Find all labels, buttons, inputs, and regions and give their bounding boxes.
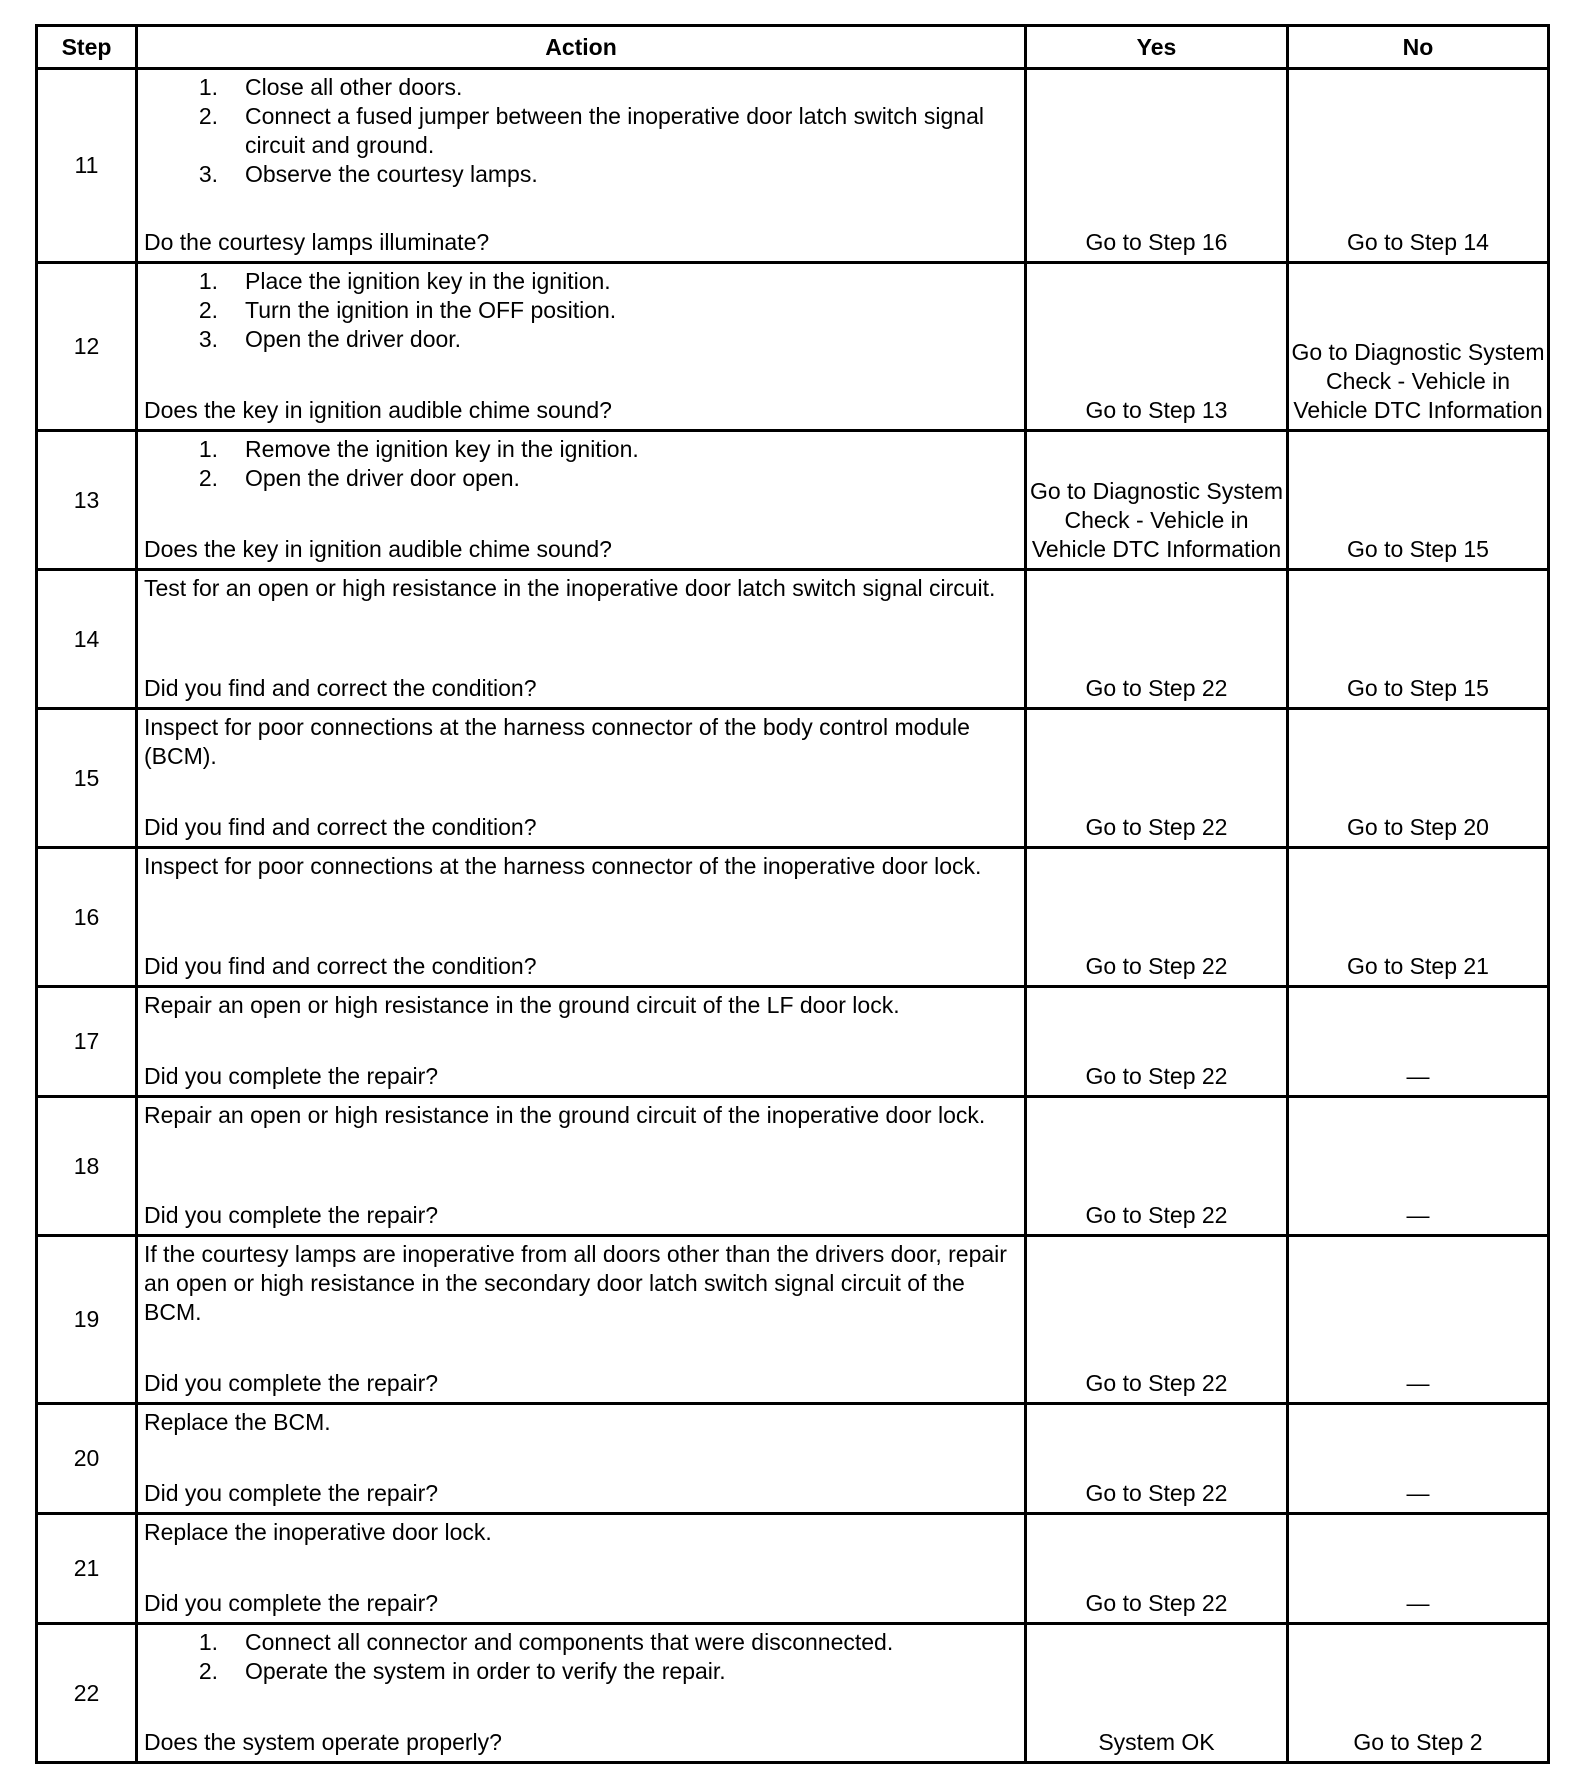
table-row — [37, 1514, 1549, 1624]
no-result: Go to Step 15 — [1288, 431, 1549, 570]
no-result: — — [1288, 1404, 1549, 1514]
no-result: — — [1288, 1514, 1549, 1624]
action-step-item — [144, 435, 1018, 464]
action-cell — [137, 263, 1026, 431]
action-description: Repair an open or high resistance in the ground circuit of the LF door lock. — [144, 992, 900, 1018]
action-step-item — [144, 267, 1018, 296]
action-step-text: Place the ignition key in the ignition. — [245, 268, 611, 294]
action-cell — [137, 69, 1026, 263]
table-row — [37, 1236, 1549, 1404]
action-step-item — [144, 296, 1018, 325]
yes-result: Go to Step 22 — [1026, 1404, 1288, 1514]
action-cell — [137, 987, 1026, 1097]
action-step-item — [144, 464, 1018, 493]
no-result: Go to Step 20 — [1288, 709, 1549, 848]
action-cell — [137, 1404, 1026, 1514]
action-steps-list — [144, 267, 1018, 354]
no-result: — — [1288, 1097, 1549, 1236]
step-number: 17 — [37, 987, 137, 1097]
action-step-text: Observe the courtesy lamps. — [245, 161, 538, 187]
step-number: 16 — [37, 848, 137, 987]
header-action: Action — [137, 26, 1026, 69]
yes-result: Go to Diagnostic System Check - Vehicle in Vehicle DTC Information — [1026, 431, 1288, 570]
action-question: Did you find and correct the condition? — [144, 814, 537, 840]
action-description: Replace the BCM. — [144, 1409, 331, 1435]
action-step-text: Connect all connector and components that were disconnected. — [245, 1629, 894, 1655]
header-yes: Yes — [1026, 26, 1288, 69]
step-number: 19 — [37, 1236, 137, 1404]
yes-result: Go to Step 22 — [1026, 1097, 1288, 1236]
header-step: Step — [37, 26, 137, 69]
action-cell — [137, 1097, 1026, 1236]
no-result: Go to Diagnostic System Check - Vehicle in Vehicle DTC Information — [1288, 263, 1549, 431]
table-row — [37, 987, 1549, 1097]
yes-result: Go to Step 22 — [1026, 987, 1288, 1097]
yes-result: Go to Step 22 — [1026, 848, 1288, 987]
action-description: Replace the inoperative door lock. — [144, 1519, 492, 1545]
action-question: Did you find and correct the condition? — [144, 675, 537, 701]
action-step-number: 2. — [198, 465, 218, 491]
action-steps-list — [144, 435, 1018, 493]
action-step-number: 3. — [198, 326, 218, 352]
action-steps-list — [144, 73, 1018, 189]
yes-result: System OK — [1026, 1624, 1288, 1763]
action-step-number: 1. — [198, 74, 218, 100]
step-number: 11 — [37, 69, 137, 263]
step-number: 13 — [37, 431, 137, 570]
no-result: — — [1288, 1236, 1549, 1404]
action-step-text: Open the driver door. — [245, 326, 462, 352]
action-step-item — [144, 1628, 1018, 1657]
action-step-number: 1. — [198, 268, 218, 294]
no-result: Go to Step 2 — [1288, 1624, 1549, 1763]
header-row — [37, 26, 1549, 69]
action-cell — [137, 848, 1026, 987]
action-step-item — [144, 160, 1018, 189]
step-number: 15 — [37, 709, 137, 848]
yes-result: Go to Step 22 — [1026, 570, 1288, 709]
action-step-text: Close all other doors. — [245, 74, 463, 100]
action-steps-list — [144, 1628, 1018, 1686]
table-row — [37, 1097, 1549, 1236]
yes-result: Go to Step 22 — [1026, 1236, 1288, 1404]
table-row — [37, 263, 1549, 431]
action-step-number: 2. — [198, 103, 218, 129]
table-row — [37, 69, 1549, 263]
action-cell — [137, 431, 1026, 570]
action-step-number: 3. — [198, 161, 218, 187]
step-number: 20 — [37, 1404, 137, 1514]
table-row — [37, 570, 1549, 709]
action-question: Did you complete the repair? — [144, 1370, 439, 1396]
table-row — [37, 1404, 1549, 1514]
table-row — [37, 1624, 1549, 1763]
yes-result: Go to Step 22 — [1026, 1514, 1288, 1624]
action-description: If the courtesy lamps are inoperative from all doors other than the drivers door, repair an open or high resistance in the secondary door latch switch signal circuit of the BCM. — [144, 1241, 1007, 1325]
action-question: Did you complete the repair? — [144, 1480, 439, 1506]
table-row — [37, 848, 1549, 987]
no-result: Go to Step 21 — [1288, 848, 1549, 987]
action-step-item — [144, 325, 1018, 354]
action-step-text: Operate the system in order to verify the repair. — [245, 1658, 726, 1684]
step-number: 22 — [37, 1624, 137, 1763]
action-cell — [137, 709, 1026, 848]
action-question: Does the key in ignition audible chime sound? — [144, 397, 612, 423]
action-step-number: 2. — [198, 1658, 218, 1684]
table-body — [37, 69, 1549, 1763]
action-question: Does the system operate properly? — [144, 1729, 502, 1755]
action-step-number: 1. — [198, 436, 218, 462]
action-question: Did you complete the repair? — [144, 1063, 439, 1089]
action-cell — [137, 570, 1026, 709]
action-description: Inspect for poor connections at the harness connector of the inoperative door lock. — [144, 853, 982, 879]
action-step-number: 1. — [198, 1629, 218, 1655]
action-question: Does the key in ignition audible chime sound? — [144, 536, 612, 562]
action-description: Repair an open or high resistance in the ground circuit of the inoperative door lock. — [144, 1102, 986, 1128]
action-step-item — [144, 73, 1018, 102]
action-question: Did you find and correct the condition? — [144, 953, 537, 979]
action-step-text: Open the driver door open. — [245, 465, 520, 491]
action-question: Did you complete the repair? — [144, 1202, 439, 1228]
action-step-item — [144, 102, 1018, 160]
action-cell — [137, 1236, 1026, 1404]
diagnostic-table — [35, 24, 1550, 1764]
action-cell — [137, 1624, 1026, 1763]
action-step-text: Remove the ignition key in the ignition. — [245, 436, 639, 462]
no-result: Go to Step 15 — [1288, 570, 1549, 709]
yes-result: Go to Step 13 — [1026, 263, 1288, 431]
step-number: 21 — [37, 1514, 137, 1624]
step-number: 14 — [37, 570, 137, 709]
table-row — [37, 709, 1549, 848]
yes-result: Go to Step 22 — [1026, 709, 1288, 848]
action-question: Did you complete the repair? — [144, 1590, 439, 1616]
table-row — [37, 431, 1549, 570]
header-no: No — [1288, 26, 1549, 69]
yes-result: Go to Step 16 — [1026, 69, 1288, 263]
action-cell — [137, 1514, 1026, 1624]
action-description: Test for an open or high resistance in the inoperative door latch switch signal circuit. — [144, 575, 996, 601]
action-step-item — [144, 1657, 1018, 1686]
action-step-number: 2. — [198, 297, 218, 323]
no-result: Go to Step 14 — [1288, 69, 1549, 263]
step-number: 12 — [37, 263, 137, 431]
step-number: 18 — [37, 1097, 137, 1236]
action-step-text: Connect a fused jumper between the inoperative door latch switch signal circuit and ground. — [245, 103, 984, 158]
no-result: — — [1288, 987, 1549, 1097]
action-question: Do the courtesy lamps illuminate? — [144, 229, 490, 255]
action-description: Inspect for poor connections at the harness connector of the body control module (BCM). — [144, 714, 970, 769]
action-step-text: Turn the ignition in the OFF position. — [245, 297, 617, 323]
